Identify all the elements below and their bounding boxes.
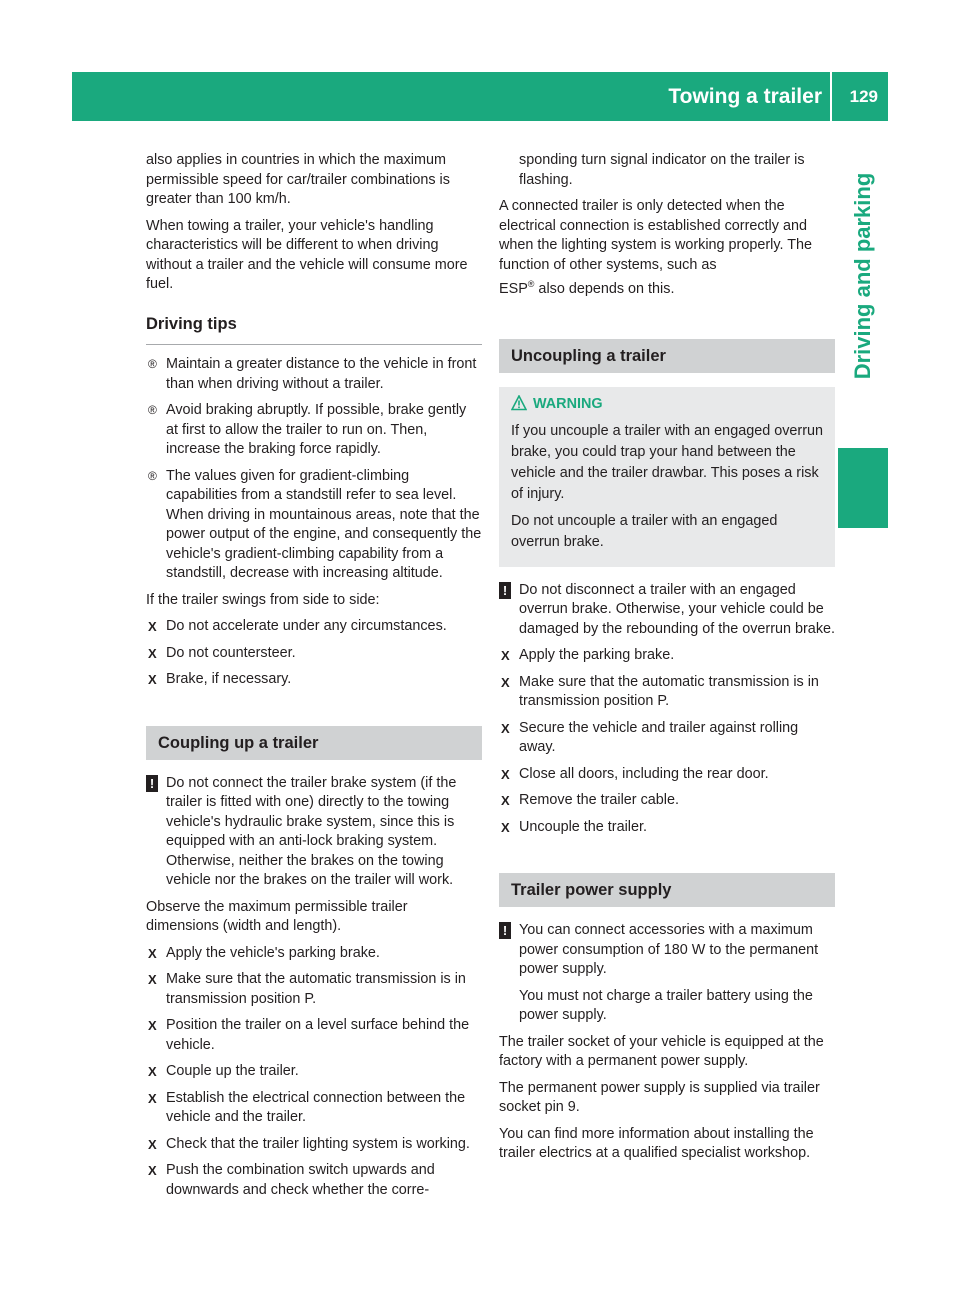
instruction-text: Close all doors, including the rear door. <box>519 765 769 782</box>
instruction-step <box>146 944 482 964</box>
header-divider <box>830 72 832 121</box>
instruction-text: Apply the vehicle's parking brake. <box>166 944 380 961</box>
caution-note <box>146 774 482 891</box>
warning-label: WARNING <box>533 396 603 413</box>
instruction-step <box>499 673 835 712</box>
chapter-tab-label: Driving and parking <box>850 172 875 380</box>
instruction-step <box>499 818 835 838</box>
instruction-step <box>499 791 835 811</box>
step-arrow-icon: X <box>148 645 157 661</box>
step-arrow-icon: X <box>148 945 157 961</box>
continued-step-text: sponding turn signal indicator on the trailer is flashing. <box>519 152 805 188</box>
exclamation-icon: ! <box>499 582 511 599</box>
esp-label: ESP <box>499 280 528 297</box>
chapter-tab-marker <box>838 448 888 528</box>
instruction-step <box>146 1089 482 1128</box>
step-arrow-icon: X <box>148 619 157 634</box>
instruction-text: Brake, if necessary. <box>166 671 292 687</box>
instruction-step <box>146 617 482 637</box>
step-arrow-icon: X <box>501 674 510 690</box>
instruction-step <box>146 1135 482 1155</box>
uncoupling-section-heading: Uncoupling a trailer <box>499 339 835 373</box>
list-item <box>146 355 482 394</box>
step-arrow-icon: X <box>148 1090 157 1106</box>
instruction-step <box>499 646 835 666</box>
power-paragraph: You can find more information about installing the trailer electrics at a qualified specialist workshop. <box>499 1125 814 1162</box>
caution-text: Do not connect the trailer brake system (if the trailer is fitted with one) directly to the towing vehicle's hydraulic brake system, since this is equipped with an anti-lock braking system. Otherwise, neither the brakes on the towing vehicle nor the brakes on the trailer will work. <box>166 774 457 888</box>
step-arrow-icon: X <box>501 648 510 664</box>
page-section-title: Towing a trailer <box>668 85 822 108</box>
instruction-step <box>146 670 482 690</box>
coupling-observe: Observe the maximum permissible trailer dimensions (width and length). <box>146 898 408 934</box>
left-column <box>146 151 482 1207</box>
esp-tail: also depends on this. <box>534 280 675 297</box>
instruction-step <box>146 1161 482 1200</box>
instruction-text: Check that the trailer lighting system is working. <box>166 1135 470 1152</box>
instruction-text: Push the combination switch upwards and downwards and check whether the corre- <box>166 1162 435 1198</box>
warning-box <box>499 387 835 567</box>
instruction-text: Position the trailer on a level surface behind the vehicle. <box>166 1017 470 1053</box>
list-item-text: Maintain a greater distance to the vehicle in front than when driving without a trailer. <box>166 356 477 392</box>
esp-paragraph <box>499 275 835 299</box>
caution-note <box>499 921 835 980</box>
step-arrow-icon: X <box>148 672 157 687</box>
swing-intro: If the trailer swings from side to side: <box>146 591 380 608</box>
instruction-text: Do not countersteer. <box>166 644 296 661</box>
step-arrow-icon: X <box>501 766 510 782</box>
list-item-text: The values given for gradient-climbing capabilities from a standstill refer to sea level. When driving in mountainous areas, note that the power output of the engine, and consequently the vehicle's gradient-climbing capability from a standstill, decrease with increasing altitude. <box>166 467 482 581</box>
instruction-step <box>146 644 482 664</box>
list-item <box>146 401 482 460</box>
step-arrow-icon: X <box>501 793 510 809</box>
caution-text: You can connect accessories with a maximum power consumption of 180 W to the permanent power supply. <box>519 922 819 978</box>
instruction-text: Make sure that the automatic transmission is in transmission position P. <box>166 971 466 1007</box>
bullet-icon: ® <box>148 357 157 371</box>
warning-text: If you uncouple a trailer with an engaged overrun brake, you could trap your hand between the vehicle and the trailer drawbar. This poses a risk of injury. <box>511 422 823 502</box>
instruction-text: Apply the parking brake. <box>519 647 675 664</box>
step-arrow-icon: X <box>148 1163 157 1178</box>
instruction-step <box>499 719 835 758</box>
driving-tips-heading: Driving tips <box>146 315 482 346</box>
step-arrow-icon: X <box>148 1136 157 1152</box>
power-paragraph: The trailer socket of your vehicle is equipped at the factory with a permanent power supply. <box>499 1033 824 1070</box>
instruction-text: Make sure that the automatic transmission is in transmission position P. <box>519 673 819 710</box>
list-item <box>146 467 482 584</box>
list-item-text: Avoid braking abruptly. If possible, brake gently at first to allow the trailer to run on. Then, increase the braking force rapidly. <box>166 402 467 457</box>
header-bar <box>72 72 888 121</box>
registered-mark: ® <box>527 279 535 289</box>
warning-triangle-icon <box>511 395 527 411</box>
power-supply-section-heading: Trailer power supply <box>499 873 835 907</box>
step-arrow-icon: X <box>501 720 510 736</box>
instruction-text: Couple up the trailer. <box>166 1063 299 1079</box>
detect-paragraph: A connected trailer is only detected when the electrical connection is established correctly and when the lighting system is working properly. The function of other systems, such as <box>499 198 813 273</box>
instruction-step <box>499 765 835 785</box>
coupling-section-heading: Coupling up a trailer <box>146 726 482 760</box>
step-arrow-icon: X <box>148 972 157 987</box>
warning-text: Do not uncouple a trailer with an engaged overrun brake. <box>511 512 778 550</box>
right-column <box>499 151 835 1171</box>
bullet-icon: ® <box>148 403 157 417</box>
instruction-step <box>146 1062 482 1082</box>
bullet-icon: ® <box>148 468 157 483</box>
caution-text-continued: You must not charge a trailer battery using the power supply. <box>519 987 813 1024</box>
instruction-step <box>146 970 482 1009</box>
intro-paragraph: When towing a trailer, your vehicle's handling characteristics will be different to when driving without a trailer and the vehicle will consume more fuel. <box>146 217 468 292</box>
page-number: 129 <box>849 87 878 106</box>
instruction-text: Do not accelerate under any circumstances. <box>166 618 447 634</box>
step-arrow-icon: X <box>148 1064 157 1079</box>
step-arrow-icon: X <box>148 1018 157 1033</box>
instruction-text: Secure the vehicle and trailer against rolling away. <box>519 719 799 756</box>
caution-text: Do not disconnect a trailer with an engaged overrun brake. Otherwise, your vehicle could be damaged by the rebounding of the overrun brake. <box>519 581 836 637</box>
warning-title <box>511 395 827 415</box>
instruction-step <box>146 1016 482 1055</box>
step-arrow-icon: X <box>501 819 510 835</box>
instruction-text: Establish the electrical connection between the vehicle and the trailer. <box>166 1089 466 1125</box>
intro-paragraph: also applies in countries in which the maximum permissible speed for car/trailer combinations is greater than 100 km/h. <box>146 152 450 207</box>
exclamation-icon: ! <box>146 775 158 792</box>
exclamation-icon: ! <box>499 922 511 939</box>
caution-note <box>499 581 835 640</box>
instruction-text: Uncouple the trailer. <box>519 818 647 835</box>
instruction-text: Remove the trailer cable. <box>519 792 679 809</box>
power-paragraph: The permanent power supply is supplied via trailer socket pin 9. <box>499 1079 820 1116</box>
